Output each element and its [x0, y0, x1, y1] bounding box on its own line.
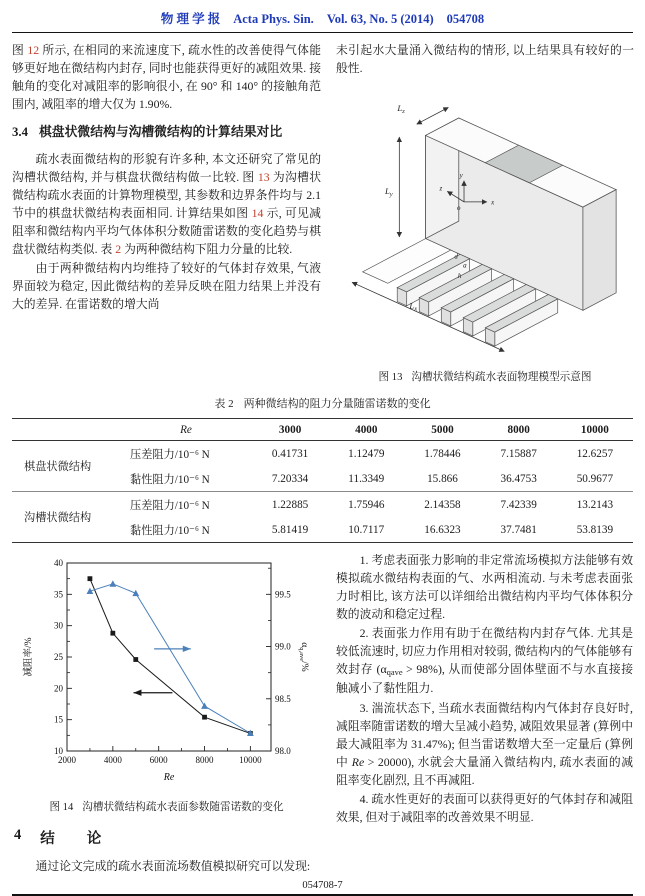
table-cell-value: 1.75946 — [348, 498, 385, 511]
section-heading-3-4 — [12, 123, 321, 142]
marker-square — [133, 657, 138, 662]
right-tick-label: 98.0 — [274, 746, 291, 757]
ref-link[interactable]: 14 — [251, 205, 264, 220]
table-cell-value: 53.8139 — [576, 523, 614, 536]
table-cell-value: 0.41731 — [271, 447, 309, 460]
right-axis-title: $\alpha_{q,ave}/\%$ — [297, 642, 309, 672]
ref-link[interactable]: 12 — [27, 43, 40, 57]
left-tick-label: 40 — [53, 558, 63, 569]
table-cell-value: 16.6323 — [424, 523, 461, 536]
page-header — [12, 5, 633, 32]
table-cell-value: 13.2143 — [576, 498, 614, 511]
label-lx: $L_x$ — [409, 300, 418, 313]
plot-border — [67, 563, 271, 751]
table2-block — [12, 384, 633, 547]
left-tick-label: 25 — [53, 652, 63, 663]
x-tick-label: 2000 — [57, 755, 76, 766]
marker-triangle — [109, 580, 116, 586]
table-group-name: 沟槽状微结构 — [24, 512, 92, 525]
table-cell-value: 2.14358 — [424, 498, 461, 511]
table-cell-value: 7.42339 — [500, 498, 537, 511]
text-segment: 2. 表面张力作用有助于在微结构内封存气体. 尤其是较低流速时, 切应力作用相对较弱, 微结构内的气体能够有效封存 (α — [336, 626, 633, 677]
text-segment: 图 — [12, 43, 28, 57]
right-tick-label: 99.0 — [274, 641, 291, 652]
journal-name-en: Acta Phys. Sin. — [233, 12, 314, 26]
table-header-re-value: 5000 — [431, 423, 454, 436]
table-header-stub — [12, 419, 120, 441]
table-cell-value: 15.866 — [427, 472, 458, 485]
table-row-label: 压差阻力/10⁻⁶ N — [130, 499, 210, 512]
section-number: 3.4 — [12, 125, 28, 140]
table-cell-value: 11.3349 — [348, 472, 385, 485]
text-segment: 示, 可见减阻率和微结构内平均气体体积分数随雷诺数的变化趋势与棋盘状微结构类似. 表 — [12, 205, 321, 256]
bottom-two-column-section — [12, 547, 633, 876]
left-tick-label: 30 — [53, 620, 63, 631]
conclusion-heading — [14, 827, 321, 848]
left-tick-label: 20 — [53, 683, 63, 694]
table-header-re-value: 10000 — [580, 423, 609, 436]
left-column-top — [12, 41, 321, 384]
slab-right-face — [583, 190, 616, 311]
label-axis-z: z — [439, 184, 443, 193]
table-header — [12, 419, 633, 441]
text-segment: 疏水表面微结构的形貌有许多种, 本文还研究了常见的沟槽状微结构, 并与棋盘状微结构做一比较. 图 — [12, 151, 321, 184]
conclusion-point-1 — [336, 551, 633, 623]
table-cell-value: 7.20334 — [271, 472, 309, 485]
table-header-re-value: 4000 — [355, 423, 378, 436]
series-line-square — [89, 579, 249, 734]
text-segment: > 98%), 从而使部分固体壁面不与水直接接触减小了黏性阻力. — [336, 662, 633, 696]
figure13-caption — [336, 369, 634, 384]
figure-14 — [12, 551, 321, 814]
right-tick-label: 99.5 — [274, 589, 291, 600]
paragraph-drag-compare — [12, 259, 321, 313]
x-tick-label: 4000 — [103, 755, 122, 766]
paragraph-continued — [336, 41, 634, 77]
right-column-bottom — [336, 551, 633, 876]
ref-link[interactable]: 13 — [257, 169, 270, 184]
page-number: 054708-7 — [302, 880, 343, 892]
left-tick-label: 15 — [53, 714, 63, 725]
x-tick-label: 10000 — [238, 755, 262, 766]
text-segment: 所示, 在相同的来流速度下, 疏水性的改善使得气体能够更好地在微结构内封存, 同时也能获得更好的减阻效果. 接触角的变化对减阻率的影响很小, 在 90° 和 140° 的接触角范围内, 减阻率的增大仅为 1.90%. — [12, 43, 321, 112]
table-cell-value: 1.12479 — [348, 447, 385, 460]
text-segment: > 20000), 水就会大量涌入微结构内, 疏水表面的减阻率变化剧烈, 且不再减阻. — [336, 754, 633, 787]
text-segment: qave — [386, 667, 403, 678]
left-axis-title: 减阻率/% — [23, 637, 34, 677]
figure13-diagram — [336, 83, 634, 361]
table-cell-value: 37.7481 — [500, 523, 537, 536]
marker-triangle — [132, 590, 139, 596]
volume-info: Vol. 63, No. 5 (2014) — [326, 12, 434, 26]
figure-13 — [336, 83, 634, 384]
drag-components-table — [12, 418, 633, 543]
text-segment: Re — [351, 754, 365, 769]
label-ly: $L_y$ — [384, 186, 393, 199]
marker-triangle — [201, 703, 208, 709]
table-cell-value: 50.9677 — [576, 472, 614, 485]
table-cell-value: 1.22885 — [271, 498, 309, 511]
x-axis-title: Re — [163, 772, 174, 784]
page-footer — [12, 880, 633, 896]
figure14-caption — [12, 799, 321, 814]
paragraph-conclusion-intro — [12, 857, 321, 875]
table-cell-value: 7.15887 — [500, 447, 537, 460]
top-two-column-section — [12, 33, 633, 384]
right-column-top — [336, 41, 634, 384]
conclusion-number: 4 — [14, 827, 23, 844]
conclusion-title: 结 论 — [40, 831, 103, 848]
text-segment: 由于两种微结构内均维持了较好的气体封存效果, 气液界面较为稳定, 因此微结构的差异反映在阻力结果上并没有大的差异. 在雷诺数的增大尚 — [12, 261, 321, 312]
marker-square — [202, 715, 207, 720]
label-axis-y: y — [459, 171, 463, 180]
table-row-label: 黏性阻力/10⁻⁶ N — [130, 473, 210, 486]
table-row — [12, 492, 633, 518]
paragraph-contact-angle — [12, 41, 321, 113]
figure13-caption-text: 沟槽状微结构疏水表面物理模型示意图 — [411, 372, 592, 384]
conclusion-point-2 — [336, 624, 633, 697]
table2-title-text: 两种微结构的阻力分量随雷诺数的变化 — [243, 398, 431, 411]
x-tick-label: 6000 — [149, 755, 168, 766]
table-header-re: Re — [180, 423, 192, 436]
table-header-re-value: 3000 — [278, 423, 302, 436]
text-segment: 未引起水大量涌入微结构的情形, 以上结果具有较好的一般性. — [336, 43, 634, 76]
table-cell-value: 5.81419 — [271, 523, 309, 536]
paragraph-groove-intro — [12, 150, 321, 258]
table-body — [12, 441, 633, 543]
table-row — [12, 441, 633, 467]
x-tick-label: 8000 — [195, 755, 214, 766]
right-tick-label: 98.5 — [274, 693, 291, 704]
table-cell-value: 10.7117 — [348, 523, 385, 536]
label-origin: o — [457, 203, 461, 212]
journal-name-cn: 物 理 学 报 — [160, 12, 221, 26]
annotation-arrow-head — [182, 646, 190, 652]
table-cell-value: 12.6257 — [576, 447, 614, 460]
left-tick-label: 10 — [53, 746, 63, 757]
series-line-triangle — [89, 584, 249, 733]
figure13-caption-tag: 图 13 — [378, 372, 403, 384]
table2-tag: 表 2 — [214, 398, 234, 411]
annotation-arrow-head — [133, 690, 141, 696]
table-header-re-value: 8000 — [507, 423, 530, 436]
figure14-caption-text: 沟槽状微结构疏水表面参数随雷诺数的变化 — [82, 802, 284, 814]
table-cell-value: 1.78446 — [424, 447, 461, 460]
label-d: d — [454, 252, 458, 261]
marker-square — [87, 576, 92, 581]
figure14-chart — [19, 551, 315, 791]
table-row-label: 压差阻力/10⁻⁶ N — [130, 448, 210, 461]
label-axis-x: x — [491, 198, 495, 207]
ref-link[interactable]: 2 — [115, 241, 122, 256]
text-segment: 通过论文完成的疏水表面流场数值模拟研究可以发现: — [35, 859, 311, 874]
dim-line-lz — [417, 108, 448, 125]
table2-title — [12, 395, 633, 411]
label-a: a — [463, 261, 467, 270]
conclusion-point-4 — [336, 790, 633, 826]
text-segment: 1. 考虑表面张力影响的非定常流场模拟方法能够有效模拟疏水微结构表面的气、水两相流动. 与未考虑表面张力时相比, 该方法可以详细给出微结构内平均气体体积分数的波动和稳定过程. — [336, 553, 633, 622]
left-tick-label: 35 — [53, 589, 63, 600]
left-column-bottom — [12, 551, 321, 876]
text-segment: 为两种微结构下阻力分量的比较. — [121, 241, 293, 256]
text-segment: 4. 疏水性更好的表面可以获得更好的气体封存和减阻效果, 但对于减阻率的改善效果不明显. — [336, 791, 633, 824]
section-title: 棋盘状微结构与沟槽微结构的计算结果对比 — [39, 125, 283, 140]
conclusion-point-3 — [336, 699, 633, 789]
text-segment: 为沟槽状微结构疏水表面的计算物理模型, 其参数和边界条件均与 2.1 节中的棋盘状微结构表面相同. 计算结果如图 — [12, 169, 322, 220]
table-row-label: 黏性阻力/10⁻⁶ N — [130, 524, 210, 537]
label-lz: $L_z$ — [397, 103, 405, 116]
marker-square — [110, 631, 115, 636]
table-group-name: 棋盘状微结构 — [24, 461, 92, 474]
article-number: 054708 — [446, 12, 485, 26]
text-segment: 3. 湍流状态下, 当疏水表面微结构内气体封存良好时, 减阻率随雷诺数的增大呈减小趋势, 减阻效果显著 (算例中最大减阻率为 31.47%); 但当雷诺数增大至一定量后 (算例中 — [336, 700, 633, 769]
table-cell-value: 36.4753 — [500, 472, 537, 485]
label-h: h — [457, 272, 462, 281]
figure14-caption-tag: 图 14 — [49, 802, 74, 814]
